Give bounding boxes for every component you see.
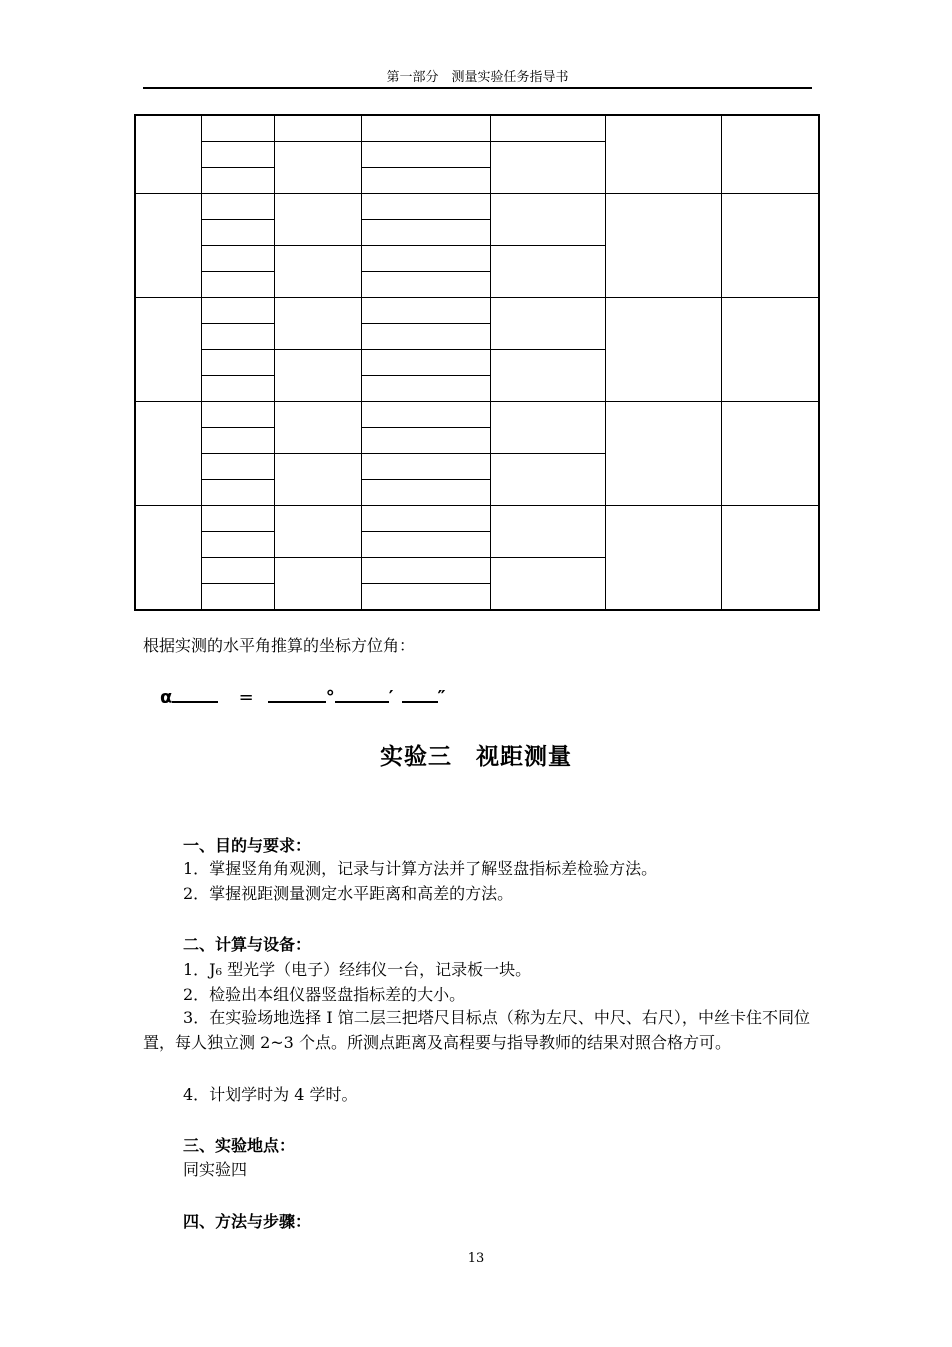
table-row — [135, 115, 819, 142]
section-heading-3: 三、实验地点： — [183, 1136, 296, 1155]
station-cell[interactable] — [135, 298, 201, 402]
reading-cell[interactable] — [361, 506, 490, 532]
reading-cell[interactable] — [361, 115, 490, 142]
reading-cell[interactable] — [361, 272, 490, 298]
face-cell[interactable] — [274, 558, 361, 611]
one-set-angle-cell[interactable] — [605, 115, 721, 194]
half-angle-cell[interactable] — [490, 506, 605, 558]
half-angle-cell[interactable] — [490, 402, 605, 454]
mean-angle-cell[interactable] — [721, 194, 819, 298]
section-2-line-2: 2．检验出本组仪器竖盘指标差的大小。 — [183, 985, 466, 1004]
target-cell[interactable] — [201, 194, 274, 220]
reading-cell[interactable] — [361, 428, 490, 454]
reading-cell[interactable] — [361, 454, 490, 480]
station-cell[interactable] — [135, 115, 201, 194]
table-body — [135, 115, 819, 610]
mean-angle-cell[interactable] — [721, 402, 819, 506]
one-set-angle-cell[interactable] — [605, 506, 721, 611]
equals-sign: = — [238, 687, 254, 708]
degree-symbol: ° — [325, 687, 335, 708]
target-cell[interactable] — [201, 428, 274, 454]
half-angle-cell[interactable] — [490, 142, 605, 194]
half-angle-cell[interactable] — [490, 194, 605, 246]
mean-angle-cell[interactable] — [721, 506, 819, 611]
reading-cell[interactable] — [361, 194, 490, 220]
running-header: 第一部分 测量实验任务指导书 — [386, 70, 569, 85]
section-heading-4: 四、方法与步骤： — [183, 1212, 312, 1231]
face-cell[interactable] — [274, 298, 361, 350]
station-cell[interactable] — [135, 194, 201, 298]
header-rule — [143, 87, 812, 89]
one-set-angle-cell[interactable] — [605, 298, 721, 402]
reading-cell[interactable] — [361, 402, 490, 428]
degree-blank[interactable] — [268, 683, 326, 703]
section-2-line-1: 1．J₆ 型光学（电子）经纬仪一台，记录板一块。 — [183, 960, 532, 979]
section-2-line-3: 3．在实验场地选择 I 馆二层三把塔尺目标点（称为左尺、中尺、右尺），中丝卡住不同位置，每人独立测 2~3 个点。所测点距离及高程要与指导教师的结果对照合格方可。 — [143, 1008, 810, 1052]
target-cell[interactable] — [201, 220, 274, 246]
table-row — [135, 194, 819, 220]
target-cell[interactable] — [201, 402, 274, 428]
reading-cell[interactable] — [361, 558, 490, 584]
azimuth-intro: 根据实测的水平角推算的坐标方位角： — [143, 636, 416, 655]
reading-cell[interactable] — [361, 220, 490, 246]
face-cell[interactable] — [274, 506, 361, 558]
reading-cell[interactable] — [361, 532, 490, 558]
table-row — [135, 402, 819, 428]
target-cell[interactable] — [201, 532, 274, 558]
section-heading-2: 二、计算与设备： — [183, 935, 312, 954]
reading-cell[interactable] — [361, 376, 490, 402]
half-angle-cell[interactable] — [490, 454, 605, 506]
half-angle-cell[interactable] — [490, 350, 605, 402]
target-cell[interactable] — [201, 558, 274, 584]
reading-cell[interactable] — [361, 480, 490, 506]
one-set-angle-cell[interactable] — [605, 402, 721, 506]
station-cell[interactable] — [135, 506, 201, 611]
target-cell[interactable] — [201, 480, 274, 506]
face-cell[interactable] — [274, 402, 361, 454]
target-cell[interactable] — [201, 376, 274, 402]
target-cell[interactable] — [201, 324, 274, 350]
observation-table — [134, 114, 820, 611]
page-number: 13 — [467, 1251, 485, 1266]
section-heading-1: 一、目的与要求： — [183, 836, 312, 855]
face-cell[interactable] — [274, 454, 361, 506]
station-cell[interactable] — [135, 402, 201, 506]
half-angle-cell[interactable] — [490, 115, 605, 142]
minute-symbol: ′ — [388, 687, 394, 708]
one-set-angle-cell[interactable] — [605, 194, 721, 298]
minute-blank[interactable] — [335, 683, 389, 703]
reading-cell[interactable] — [361, 324, 490, 350]
target-cell[interactable] — [201, 142, 274, 168]
target-cell[interactable] — [201, 272, 274, 298]
target-cell[interactable] — [201, 298, 274, 324]
target-cell[interactable] — [201, 454, 274, 480]
face-cell[interactable] — [274, 246, 361, 298]
alpha-subscript-blank[interactable] — [172, 683, 218, 703]
table-row — [135, 298, 819, 324]
target-cell[interactable] — [201, 350, 274, 376]
mean-angle-cell[interactable] — [721, 298, 819, 402]
reading-cell[interactable] — [361, 246, 490, 272]
target-cell[interactable] — [201, 506, 274, 532]
half-angle-cell[interactable] — [490, 246, 605, 298]
face-cell[interactable] — [274, 194, 361, 246]
alpha-symbol: α — [160, 687, 173, 708]
face-cell[interactable] — [274, 350, 361, 402]
reading-cell[interactable] — [361, 298, 490, 324]
half-angle-cell[interactable] — [490, 298, 605, 350]
table-row — [135, 506, 819, 532]
section-3-line-1: 同实验四 — [183, 1160, 248, 1179]
target-cell[interactable] — [201, 168, 274, 194]
second-symbol: ″ — [437, 687, 446, 708]
half-angle-cell[interactable] — [490, 558, 605, 611]
mean-angle-cell[interactable] — [721, 115, 819, 194]
reading-cell[interactable] — [361, 350, 490, 376]
experiment-title: 实验三 视距测量 — [380, 743, 572, 770]
section-1-line-2: 2．掌握视距测量测定水平距离和高差的方法。 — [183, 884, 514, 903]
azimuth-formula — [160, 683, 446, 708]
target-cell[interactable] — [201, 246, 274, 272]
section-1-line-1: 1．掌握竖角角观测，记录与计算方法并了解竖盘指标差检验方法。 — [183, 859, 658, 878]
section-2-line-4: 4．计划学时为 4 学时。 — [183, 1085, 358, 1104]
reading-cell[interactable] — [361, 142, 490, 168]
reading-cell[interactable] — [361, 168, 490, 194]
target-cell[interactable] — [201, 584, 274, 611]
face-cell[interactable] — [274, 142, 361, 194]
reading-cell[interactable] — [361, 584, 490, 611]
target-cell[interactable] — [201, 115, 274, 142]
face-cell[interactable] — [274, 115, 361, 142]
second-blank[interactable] — [402, 683, 438, 703]
